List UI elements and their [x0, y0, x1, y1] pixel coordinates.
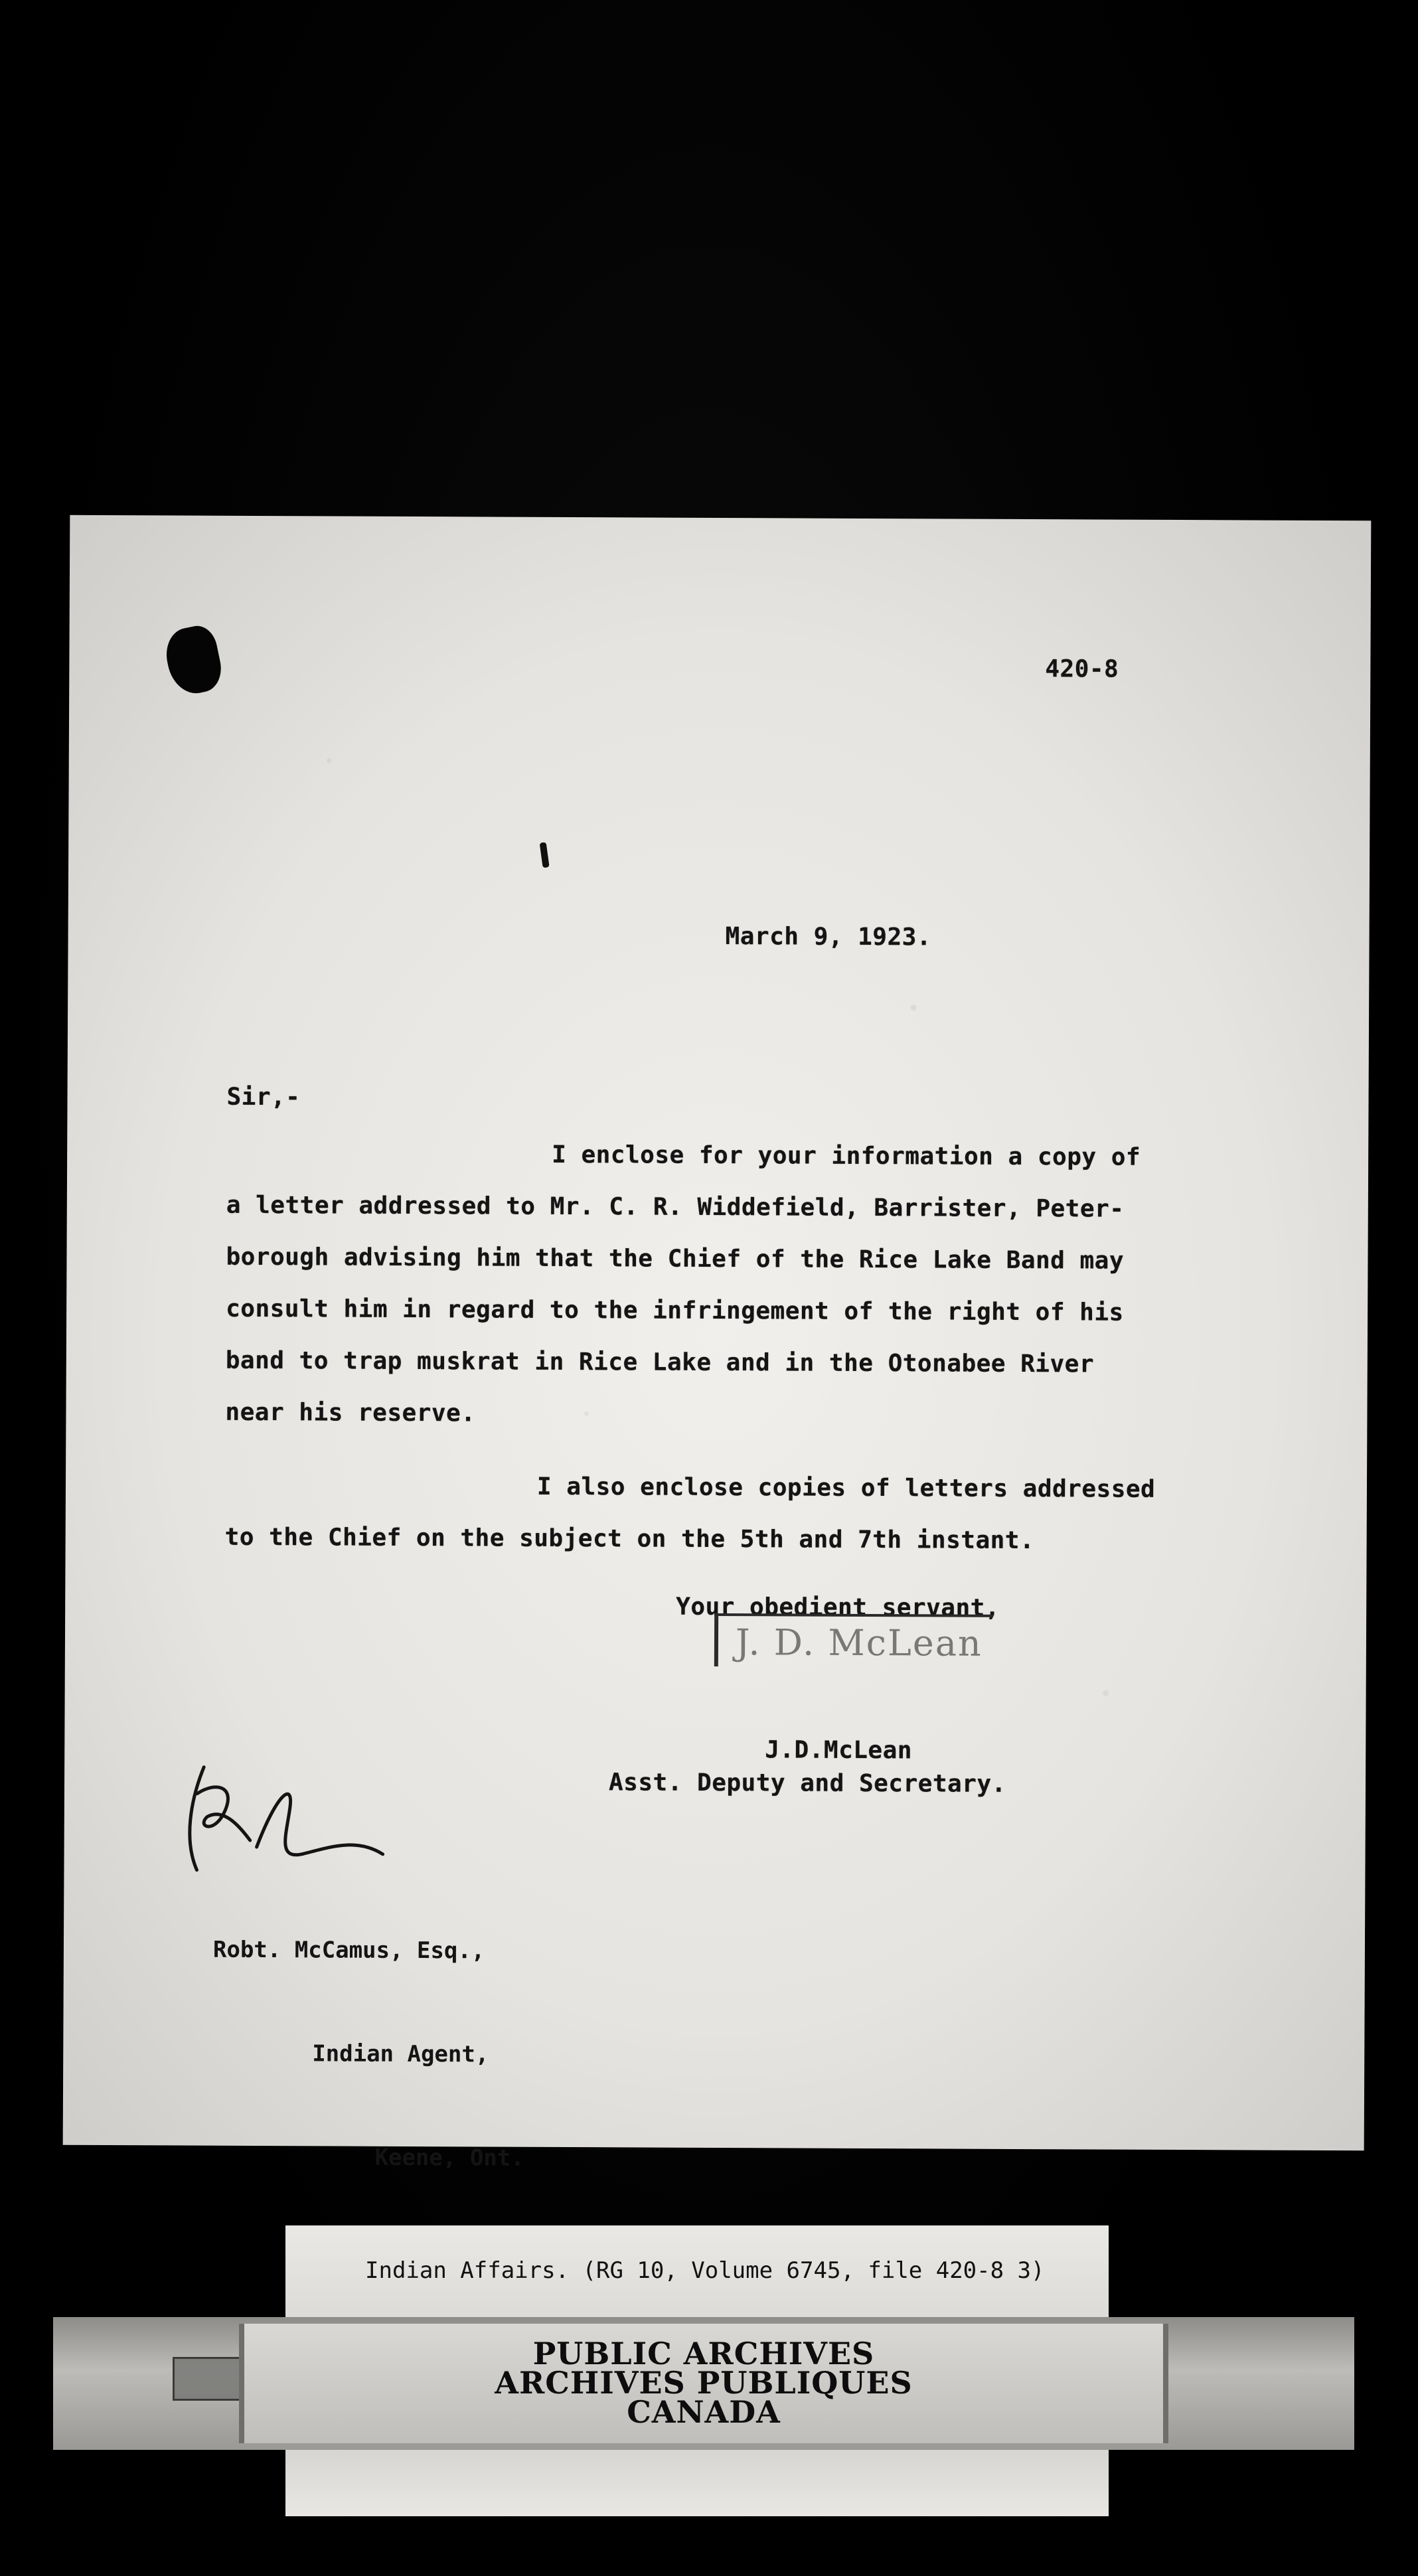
file-number: 420-8	[1045, 655, 1119, 683]
signer-name: J.D.McLean	[765, 1736, 913, 1765]
body-line: band to trap muskrat in Rice Lake and in the Otonabee River	[225, 1346, 1095, 1378]
archive-line-english: PUBLIC ARCHIVES	[532, 2336, 875, 2372]
body-line: consult him in regard to the infringement of the right of his	[226, 1295, 1124, 1327]
archive-label-bottom	[285, 2450, 1109, 2516]
addressee-location: Keene, Ont.	[374, 2144, 524, 2172]
closing: Your obedient servant,	[676, 1593, 1000, 1622]
signature-stamp: J. D. McLean	[714, 1613, 993, 1668]
body-line: I also enclose copies of letters addressed	[536, 1473, 1156, 1503]
body-line: to the Chief on the subject on the 5th and 7th instant.	[224, 1523, 1035, 1555]
addressee-block	[212, 1864, 526, 2245]
archive-line-country: CANADA	[627, 2394, 781, 2430]
punch-hole	[161, 623, 226, 698]
body-line: borough advising him that the Chief of the Rice Lake Band may	[226, 1243, 1125, 1275]
archive-line-french: ARCHIVES PUBLIQUES	[495, 2365, 913, 2401]
archive-citation-strip	[285, 2225, 1109, 2318]
addressee-position: Indian Agent,	[312, 2040, 489, 2068]
addressee-name: Robt. McCamus, Esq.,	[212, 1936, 485, 1965]
salutation: Sir,-	[226, 1083, 301, 1111]
handwritten-initials	[177, 1753, 390, 1880]
body-line: a letter addressed to Mr. C. R. Widdefield, Barrister, Peter-	[226, 1191, 1125, 1223]
letter-page	[63, 515, 1372, 2172]
body-line: I enclose for your information a copy of	[552, 1141, 1141, 1171]
letter-date: March 9, 1923.	[725, 923, 932, 951]
archive-citation: Indian Affairs. (RG 10, Volume 6745, file 420-8 3)	[365, 2257, 1045, 2284]
signer-title: Asst. Deputy and Secretary.	[608, 1769, 1006, 1798]
ink-mark	[540, 842, 550, 868]
body-line: near his reserve.	[225, 1398, 476, 1427]
archive-label-band	[53, 2317, 1354, 2450]
archive-stamp	[239, 2324, 1168, 2443]
